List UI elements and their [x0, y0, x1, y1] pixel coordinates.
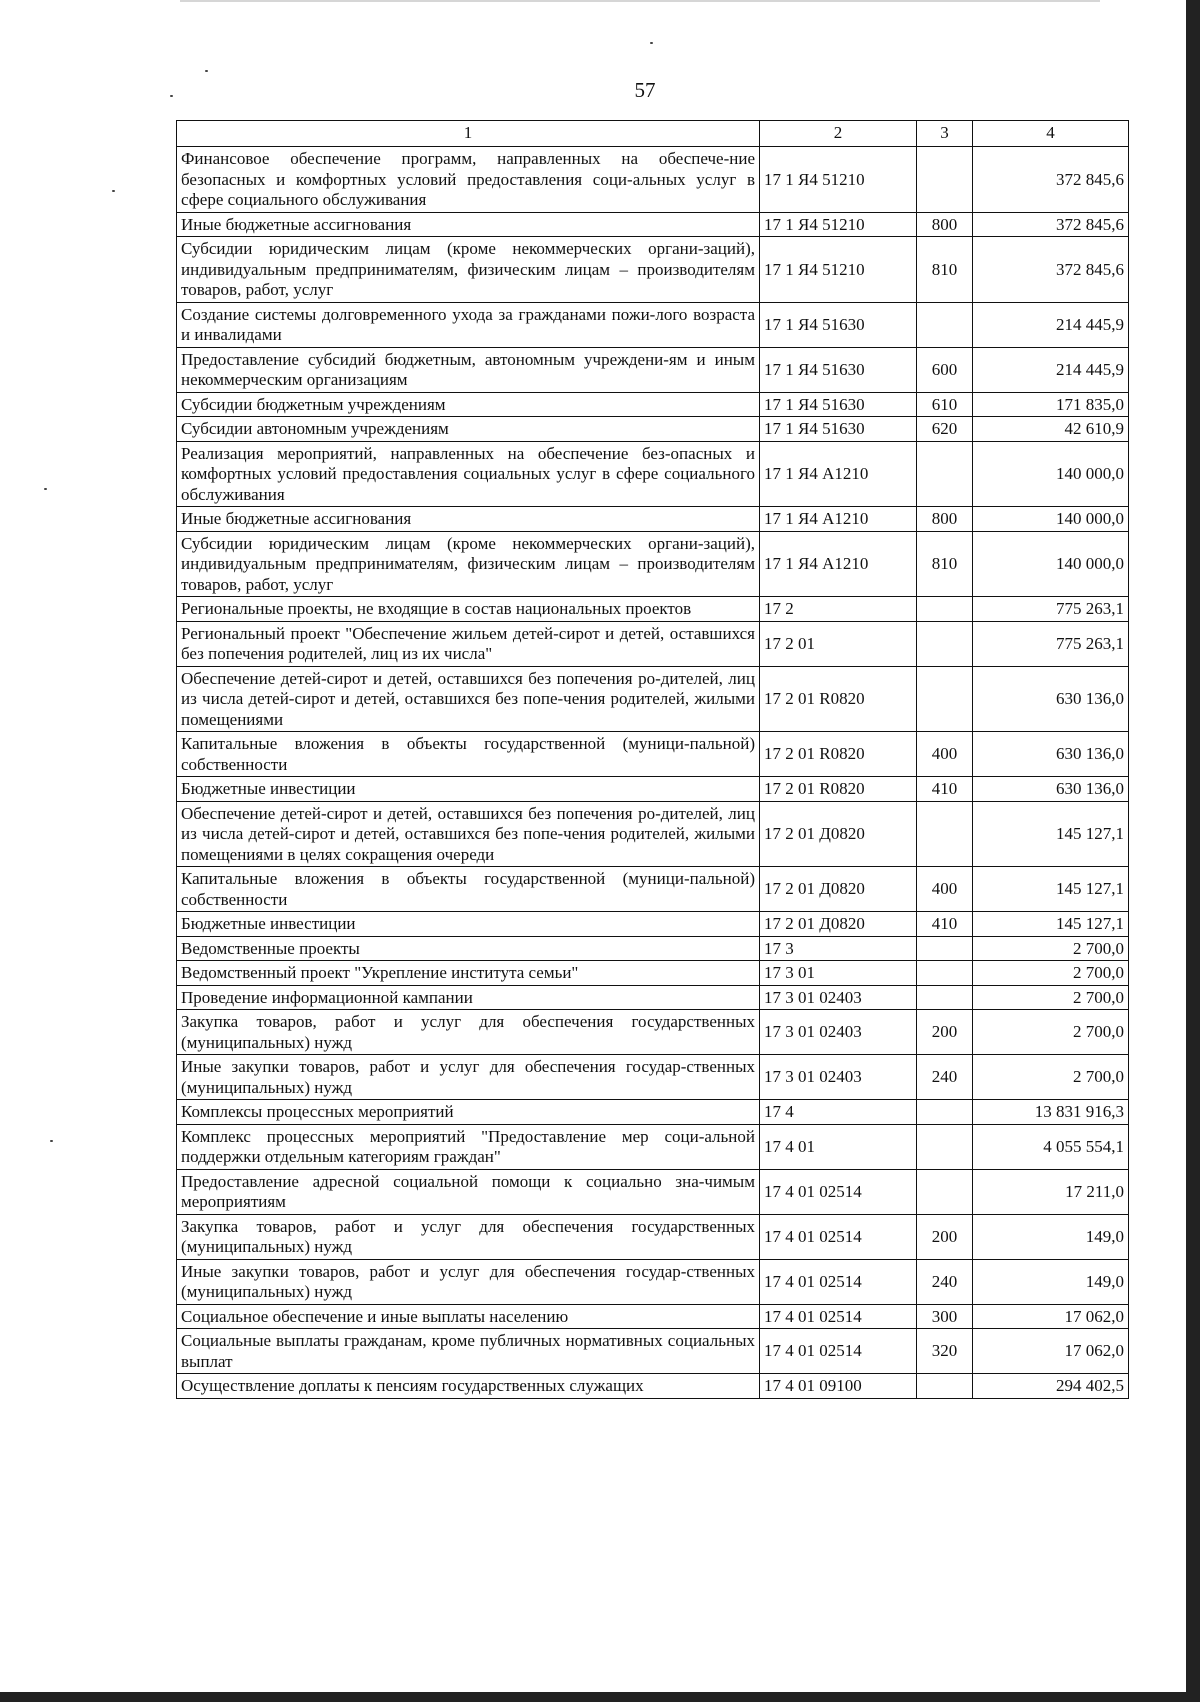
row-type-cell	[917, 936, 973, 961]
row-name-cell: Создание системы долговременного ухода за гражданами пожи-лого возраста и инвалидами	[177, 302, 760, 347]
row-code-cell: 17 2	[760, 597, 917, 622]
row-type-cell: 620	[917, 417, 973, 442]
row-name-cell: Ведомственный проект "Укрепление института семьи"	[177, 961, 760, 986]
row-type-cell: 400	[917, 732, 973, 777]
row-name-cell: Иные бюджетные ассигнования	[177, 507, 760, 532]
row-code-cell: 17 1 Я4 51210	[760, 147, 917, 213]
row-code-cell: 17 1 Я4 51630	[760, 347, 917, 392]
row-amount-cell: 294 402,5	[973, 1374, 1129, 1399]
table-row	[177, 867, 1129, 912]
table-body	[177, 121, 1129, 1399]
table-row	[177, 985, 1129, 1010]
row-code-cell: 17 4 01 02514	[760, 1169, 917, 1214]
row-code-cell: 17 2 01	[760, 621, 917, 666]
row-code-cell: 17 1 Я4 51210	[760, 212, 917, 237]
row-amount-cell: 775 263,1	[973, 621, 1129, 666]
row-type-cell	[917, 621, 973, 666]
row-code-cell: 17 3 01 02403	[760, 1055, 917, 1100]
table-row	[177, 621, 1129, 666]
row-code-cell: 17 2 01 Д0820	[760, 867, 917, 912]
row-code-cell: 17 1 Я4 А1210	[760, 507, 917, 532]
page-number: 57	[634, 78, 656, 102]
row-amount-cell: 2 700,0	[973, 1010, 1129, 1055]
row-name-cell: Региональный проект "Обеспечение жильем детей-сирот и детей, оставшихся без попечения родителей, лиц из их числа"	[177, 621, 760, 666]
row-type-cell	[917, 801, 973, 867]
row-amount-cell: 17 062,0	[973, 1304, 1129, 1329]
row-amount-cell: 171 835,0	[973, 392, 1129, 417]
row-type-cell	[917, 1169, 973, 1214]
table-row	[177, 666, 1129, 732]
row-code-cell: 17 1 Я4 А1210	[760, 531, 917, 597]
row-type-cell	[917, 597, 973, 622]
table-row	[177, 531, 1129, 597]
table-row	[177, 147, 1129, 213]
row-type-cell	[917, 147, 973, 213]
row-type-cell: 320	[917, 1329, 973, 1374]
row-type-cell: 200	[917, 1214, 973, 1259]
row-type-cell	[917, 961, 973, 986]
scan-edge-bottom	[0, 1692, 1200, 1702]
table-row	[177, 912, 1129, 937]
row-amount-cell: 4 055 554,1	[973, 1124, 1129, 1169]
row-name-cell: Субсидии бюджетным учреждениям	[177, 392, 760, 417]
row-type-cell: 400	[917, 867, 973, 912]
row-type-cell: 810	[917, 237, 973, 303]
row-amount-cell: 42 610,9	[973, 417, 1129, 442]
row-type-cell: 410	[917, 912, 973, 937]
row-amount-cell: 149,0	[973, 1214, 1129, 1259]
row-amount-cell: 140 000,0	[973, 531, 1129, 597]
row-name-cell: Реализация мероприятий, направленных на обеспечение без-опасных и комфортных условий предоставления социальных услуг в сфере социального обслуживания	[177, 441, 760, 507]
row-code-cell: 17 2 01 R0820	[760, 732, 917, 777]
row-name-cell: Иные бюджетные ассигнования	[177, 212, 760, 237]
row-name-cell: Капитальные вложения в объекты государственной (муници-пальной) собственности	[177, 732, 760, 777]
row-name-cell: Проведение информационной кампании	[177, 985, 760, 1010]
table-row	[177, 1169, 1129, 1214]
row-name-cell: Социальное обеспечение и иные выплаты населению	[177, 1304, 760, 1329]
table-row	[177, 392, 1129, 417]
row-code-cell: 17 4 01 02514	[760, 1259, 917, 1304]
scan-speck	[650, 42, 653, 44]
row-type-cell: 240	[917, 1259, 973, 1304]
row-name-cell: Субсидии автономным учреждениям	[177, 417, 760, 442]
table-row	[177, 732, 1129, 777]
row-amount-cell: 214 445,9	[973, 347, 1129, 392]
row-code-cell: 17 4 01 09100	[760, 1374, 917, 1399]
row-name-cell: Комплексы процессных мероприятий	[177, 1100, 760, 1125]
row-name-cell: Субсидии юридическим лицам (кроме некоммерческих органи-заций), индивидуальным предпринимателям, физическим лицам – производителям товаров, работ, услуг	[177, 531, 760, 597]
row-name-cell: Региональные проекты, не входящие в состав национальных проектов	[177, 597, 760, 622]
row-amount-cell: 13 831 916,3	[973, 1100, 1129, 1125]
table-row	[177, 212, 1129, 237]
row-code-cell: 17 4 01 02514	[760, 1214, 917, 1259]
row-name-cell: Ведомственные проекты	[177, 936, 760, 961]
row-amount-cell: 145 127,1	[973, 867, 1129, 912]
row-code-cell: 17 3 01	[760, 961, 917, 986]
row-type-cell	[917, 1374, 973, 1399]
table-row	[177, 597, 1129, 622]
row-code-cell: 17 2 01 R0820	[760, 777, 917, 802]
row-code-cell: 17 3 01 02403	[760, 1010, 917, 1055]
row-name-cell: Обеспечение детей-сирот и детей, оставшихся без попечения ро-дителей, лиц из числа детей-сирот и детей, оставшихся без попе-чения родителей, жилыми помещениями	[177, 666, 760, 732]
row-code-cell: 17 4 01 02514	[760, 1329, 917, 1374]
row-type-cell: 810	[917, 531, 973, 597]
scan-speck	[205, 70, 208, 72]
row-type-cell	[917, 441, 973, 507]
table-row	[177, 1374, 1129, 1399]
row-type-cell: 300	[917, 1304, 973, 1329]
table-row	[177, 1329, 1129, 1374]
row-type-cell: 240	[917, 1055, 973, 1100]
row-amount-cell: 630 136,0	[973, 777, 1129, 802]
row-code-cell: 17 3	[760, 936, 917, 961]
row-code-cell: 17 4 01 02514	[760, 1304, 917, 1329]
row-amount-cell: 2 700,0	[973, 985, 1129, 1010]
row-type-cell	[917, 1100, 973, 1125]
row-code-cell: 17 2 01 Д0820	[760, 801, 917, 867]
row-name-cell: Комплекс процессных мероприятий "Предоставление мер соци-альной поддержки отдельным категориям граждан"	[177, 1124, 760, 1169]
row-code-cell: 17 1 Я4 51630	[760, 392, 917, 417]
row-amount-cell: 140 000,0	[973, 507, 1129, 532]
row-type-cell: 800	[917, 507, 973, 532]
row-name-cell: Закупка товаров, работ и услуг для обеспечения государственных (муниципальных) нужд	[177, 1010, 760, 1055]
budget-table	[176, 120, 1129, 1399]
table-row	[177, 1304, 1129, 1329]
row-type-cell: 800	[917, 212, 973, 237]
row-amount-cell: 17 062,0	[973, 1329, 1129, 1374]
row-code-cell: 17 1 Я4 51630	[760, 302, 917, 347]
row-code-cell: 17 1 Я4 А1210	[760, 441, 917, 507]
row-type-cell	[917, 1124, 973, 1169]
table-row	[177, 777, 1129, 802]
table-row	[177, 1055, 1129, 1100]
table-row	[177, 1010, 1129, 1055]
table-row	[177, 237, 1129, 303]
row-type-cell: 410	[917, 777, 973, 802]
row-name-cell: Предоставление субсидий бюджетным, автономным учреждени-ям и иным некоммерческим организациям	[177, 347, 760, 392]
table-header-row	[177, 121, 1129, 147]
row-code-cell: 17 4 01	[760, 1124, 917, 1169]
row-amount-cell: 630 136,0	[973, 666, 1129, 732]
row-amount-cell: 214 445,9	[973, 302, 1129, 347]
table-row	[177, 1124, 1129, 1169]
row-name-cell: Бюджетные инвестиции	[177, 912, 760, 937]
table-row	[177, 1259, 1129, 1304]
row-amount-cell: 145 127,1	[973, 801, 1129, 867]
column-header-code: 2	[760, 121, 917, 147]
row-amount-cell: 2 700,0	[973, 961, 1129, 986]
scan-speck	[50, 1140, 53, 1142]
row-amount-cell: 372 845,6	[973, 147, 1129, 213]
row-name-cell: Закупка товаров, работ и услуг для обеспечения государственных (муниципальных) нужд	[177, 1214, 760, 1259]
row-name-cell: Осуществление доплаты к пенсиям государственных служащих	[177, 1374, 760, 1399]
column-header-name: 1	[177, 121, 760, 147]
row-amount-cell: 630 136,0	[973, 732, 1129, 777]
row-type-cell: 610	[917, 392, 973, 417]
table-row	[177, 417, 1129, 442]
table-row	[177, 936, 1129, 961]
row-name-cell: Иные закупки товаров, работ и услуг для обеспечения государ-ственных (муниципальных) нужд	[177, 1055, 760, 1100]
table-row	[177, 441, 1129, 507]
row-amount-cell: 149,0	[973, 1259, 1129, 1304]
row-type-cell	[917, 666, 973, 732]
row-type-cell: 200	[917, 1010, 973, 1055]
table-row	[177, 961, 1129, 986]
table-row	[177, 507, 1129, 532]
row-name-cell: Субсидии юридическим лицам (кроме некоммерческих органи-заций), индивидуальным предпринимателям, физическим лицам – производителям товаров, работ, услуг	[177, 237, 760, 303]
row-amount-cell: 372 845,6	[973, 237, 1129, 303]
table-row	[177, 801, 1129, 867]
row-amount-cell: 775 263,1	[973, 597, 1129, 622]
row-amount-cell: 145 127,1	[973, 912, 1129, 937]
table-row	[177, 347, 1129, 392]
row-amount-cell: 2 700,0	[973, 1055, 1129, 1100]
table-row	[177, 302, 1129, 347]
column-header-type: 3	[917, 121, 973, 147]
row-code-cell: 17 2 01 Д0820	[760, 912, 917, 937]
scan-speck	[44, 488, 47, 490]
row-code-cell: 17 1 Я4 51210	[760, 237, 917, 303]
row-name-cell: Бюджетные инвестиции	[177, 777, 760, 802]
row-amount-cell: 140 000,0	[973, 441, 1129, 507]
row-amount-cell: 2 700,0	[973, 936, 1129, 961]
row-name-cell: Иные закупки товаров, работ и услуг для обеспечения государ-ственных (муниципальных) нужд	[177, 1259, 760, 1304]
scan-artifact-top	[180, 0, 1100, 2]
scan-speck	[112, 190, 115, 192]
row-type-cell	[917, 985, 973, 1010]
row-amount-cell: 372 845,6	[973, 212, 1129, 237]
row-type-cell	[917, 302, 973, 347]
column-header-amount: 4	[973, 121, 1129, 147]
table-row	[177, 1100, 1129, 1125]
row-code-cell: 17 4	[760, 1100, 917, 1125]
row-name-cell: Обеспечение детей-сирот и детей, оставшихся без попечения ро-дителей, лиц из числа детей-сирот и детей, оставшихся без попе-чения родителей, жилыми помещениями в целях сокращения очереди	[177, 801, 760, 867]
row-name-cell: Предоставление адресной социальной помощи к социально зна-чимым мероприятиям	[177, 1169, 760, 1214]
row-code-cell: 17 3 01 02403	[760, 985, 917, 1010]
row-type-cell: 600	[917, 347, 973, 392]
row-amount-cell: 17 211,0	[973, 1169, 1129, 1214]
table-row	[177, 1214, 1129, 1259]
row-name-cell: Социальные выплаты гражданам, кроме публичных нормативных социальных выплат	[177, 1329, 760, 1374]
row-name-cell: Капитальные вложения в объекты государственной (муници-пальной) собственности	[177, 867, 760, 912]
row-code-cell: 17 1 Я4 51630	[760, 417, 917, 442]
row-name-cell: Финансовое обеспечение программ, направленных на обеспече-ние безопасных и комфортных условий предоставления соци-альных услуг в сфере социального обслуживания	[177, 147, 760, 213]
row-code-cell: 17 2 01 R0820	[760, 666, 917, 732]
scan-edge-right	[1186, 0, 1200, 1702]
